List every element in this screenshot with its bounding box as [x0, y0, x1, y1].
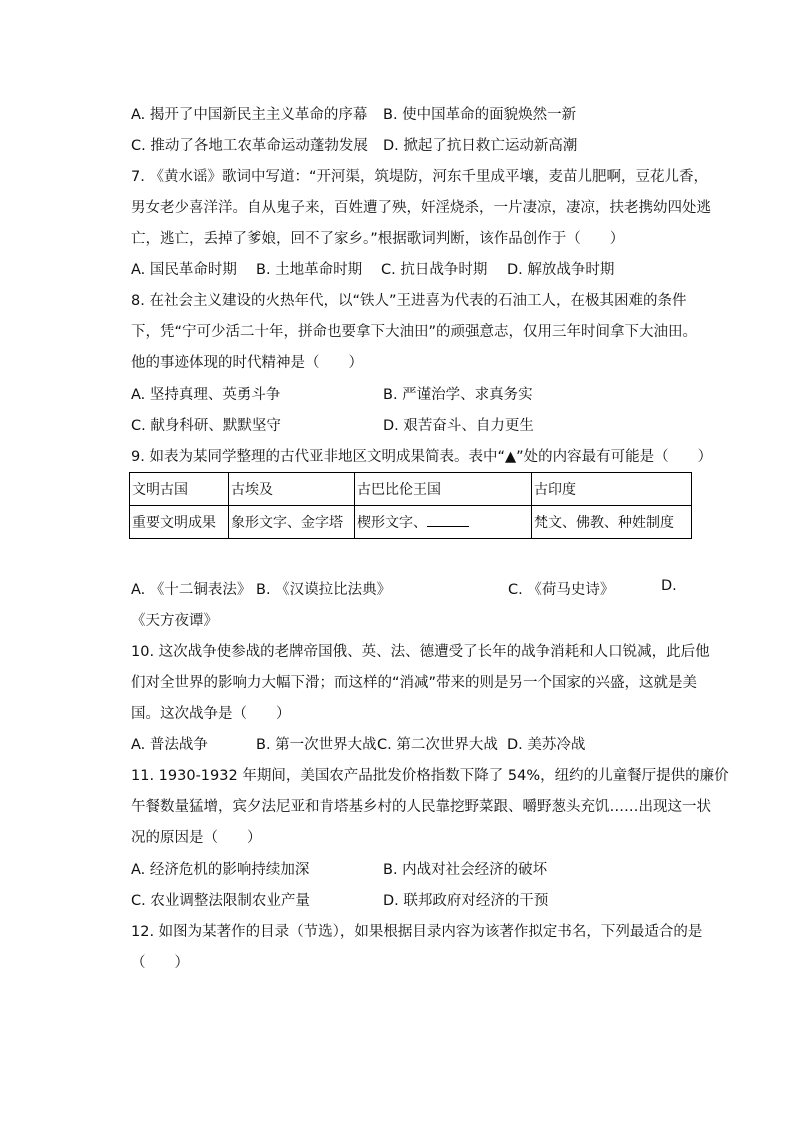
- q7-option-d[interactable]: D. 解放战争时期: [507, 262, 615, 278]
- q10-option-b[interactable]: B. 第一次世界大战: [256, 737, 377, 753]
- table-cell: 古埃及: [229, 473, 355, 506]
- q12-stem-line-2: （ ）: [131, 955, 189, 971]
- q7-option-c[interactable]: C. 抗日战争时期: [381, 262, 488, 278]
- q9-option-a[interactable]: A. 《十二铜表法》: [131, 582, 252, 598]
- q10-stem-line-2: 们对全世界的影响力大幅下滑；而这样的“消减”带来的则是另一个国家的兴盛，这就是美: [131, 675, 698, 691]
- q8-stem-line-1: 8. 在社会主义建设的火热年代，以“铁人”王进喜为代表的石油工人，在极其困难的条件: [131, 293, 687, 309]
- q9-option-c[interactable]: C. 《荷马史诗》: [508, 582, 615, 598]
- q11-option-c[interactable]: C. 农业调整法限制农业产量: [131, 893, 310, 909]
- q8-option-b[interactable]: B. 严谨治学、求真务实: [383, 387, 533, 403]
- q11-option-a[interactable]: A. 经济危机的影响持续加深: [131, 862, 310, 878]
- q10-option-a[interactable]: A. 普法战争: [131, 737, 208, 753]
- q6-option-d[interactable]: D. 掀起了抗日救亡运动新高潮: [383, 138, 578, 154]
- table-cell: 象形文字、金字塔: [229, 506, 355, 539]
- q9-option-d-letter[interactable]: D.: [661, 578, 677, 594]
- q11-stem-line-1: 11. 1930-1932 年期间，美国农产品批发价格指数下降了 54%，纽约的儿童餐厅提供的廉价: [131, 768, 729, 784]
- table-cell: 古巴比伦王国: [355, 473, 532, 506]
- table-cell: 重要文明成果: [130, 506, 229, 539]
- q11-stem-line-3: 况的原因是（ ）: [131, 830, 262, 846]
- table-row: [130, 473, 692, 506]
- q7-option-a[interactable]: A. 国民革命时期: [131, 262, 237, 278]
- q7-stem-line-1: 7. 《黄水谣》歌词中写道：“开河渠，筑堤防，河东千里成平壤，麦苗儿肥啊，豆花儿香，: [131, 169, 708, 185]
- q10-stem-line-1: 10. 这次战争使参战的老牌帝国俄、英、法、德遭受了长年的战争消耗和人口锐减，此后他: [131, 644, 710, 660]
- q8-stem-line-2: 下，凭“宁可少活二十年，拼命也要拿下大油田”的顽强意志，仅用三年时间拿下大油田。: [131, 324, 698, 340]
- table-cell-text: 楔形文字、: [357, 515, 427, 531]
- q8-option-a[interactable]: A. 坚持真理、英勇斗争: [131, 387, 281, 403]
- q8-option-c[interactable]: C. 献身科研、默默坚守: [131, 418, 281, 434]
- q6-option-a[interactable]: A. 揭开了中国新民主主义革命的序幕: [131, 107, 368, 123]
- q11-stem-line-2: 午餐数量猛增，宾夕法尼亚和肯塔基乡村的人民靠挖野菜跟、嚼野葱头充饥……出现这一状: [131, 799, 711, 815]
- q7-stem-line-3: 亡，逃亡，丢掉了爹娘，回不了家乡。”根据歌词判断，该作品创作于（ ）: [131, 231, 625, 247]
- fill-in-blank: [427, 514, 469, 527]
- q8-option-d[interactable]: D. 艰苦奋斗、自力更生: [383, 418, 534, 434]
- q7-option-b[interactable]: B. 土地革命时期: [256, 262, 363, 278]
- q9-option-d-text[interactable]: 《天方夜谭》: [131, 613, 218, 629]
- table-cell: 古印度: [532, 473, 692, 506]
- q10-stem-line-3: 国。这次战争是（ ）: [131, 706, 291, 722]
- table-row: [130, 506, 692, 539]
- civilization-table: [129, 472, 692, 539]
- table-cell: 梵文、佛教、种姓制度: [532, 506, 692, 539]
- q9-stem-line: 9. 如表为某同学整理的古代亚非地区文明成果简表。表中“▲”处的内容最有可能是（ ）: [131, 449, 713, 465]
- table-cell-with-blank: [355, 506, 532, 539]
- table-cell: 文明古国: [130, 473, 229, 506]
- q6-option-c[interactable]: C. 推动了各地工农革命运动蓬勃发展: [131, 138, 368, 154]
- q7-stem-line-2: 男女老少喜洋洋。自从鬼子来，百姓遭了殃，奸淫烧杀，一片凄凉，凄凉，扶老携幼四处逃: [131, 200, 711, 216]
- q8-stem-line-3: 他的事迹体现的时代精神是（ ）: [131, 355, 363, 371]
- q11-option-d[interactable]: D. 联邦政府对经济的干预: [383, 893, 549, 909]
- q9-option-b[interactable]: B. 《汉谟拉比法典》: [256, 582, 392, 598]
- q6-option-b[interactable]: B. 使中国革命的面貌焕然一新: [383, 107, 577, 123]
- q10-option-c[interactable]: C. 第二次世界大战: [377, 737, 498, 753]
- q11-option-b[interactable]: B. 内战对社会经济的破坏: [383, 862, 548, 878]
- q12-stem-line-1: 12. 如图为某著作的目录（节选），如果根据目录内容为该著作拟定书名，下列最适合的是: [131, 924, 703, 940]
- q10-option-d[interactable]: D. 美苏冷战: [507, 737, 586, 753]
